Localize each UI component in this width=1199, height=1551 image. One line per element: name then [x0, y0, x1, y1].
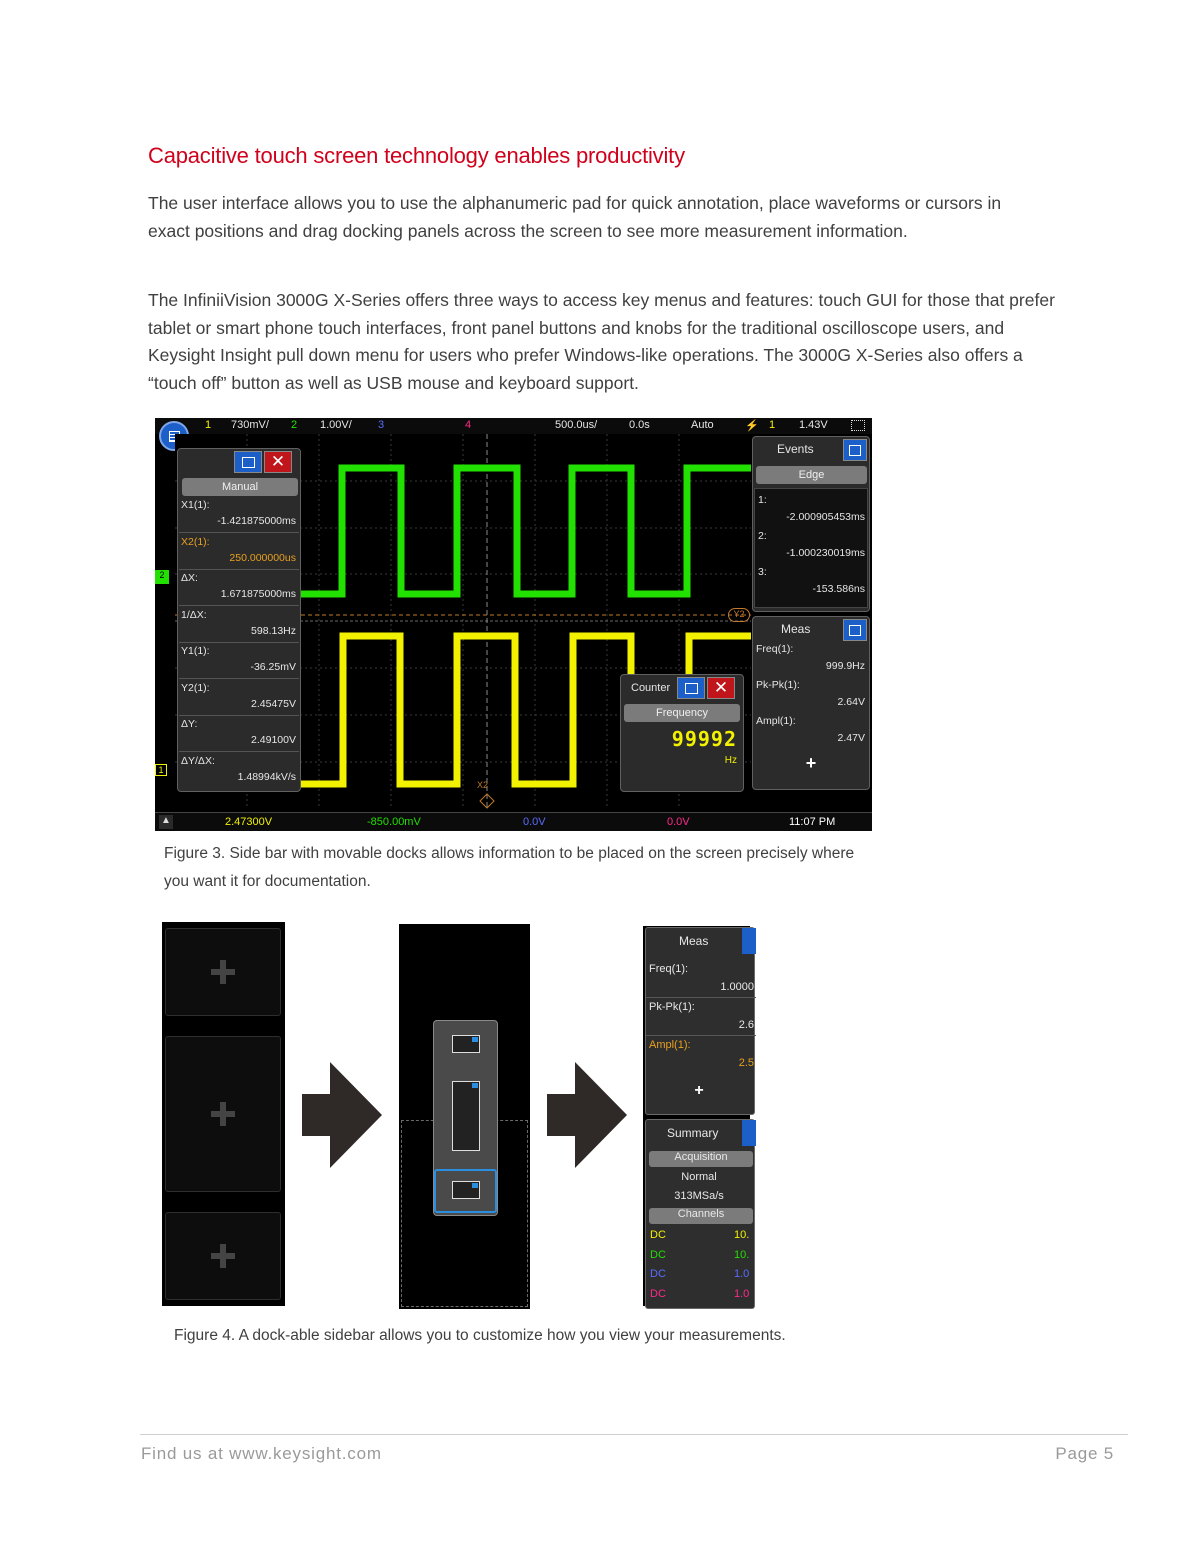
- events-menu-button[interactable]: [843, 439, 867, 461]
- counter-panel[interactable]: [620, 674, 744, 792]
- channel-coupling: DC: [650, 1268, 666, 1280]
- figure3-caption: Figure 3. Side bar with movable docks allows information to be placed on the screen precisely where you want it for documentation.: [164, 845, 855, 890]
- ch3-number: 3: [378, 419, 385, 431]
- summary-dock-menu-button[interactable]: [742, 1120, 756, 1146]
- plus-icon: [211, 960, 235, 984]
- empty-sidebar-panel: [162, 922, 285, 1306]
- meas-label: Freq(1):: [649, 963, 689, 975]
- meas-value: 999.9Hz: [825, 660, 865, 672]
- scope-bottom-status-bar: [155, 812, 872, 831]
- ch3-readout: 0.0V: [523, 816, 546, 828]
- summary-dock[interactable]: [645, 1119, 755, 1309]
- meas-dock-menu-button[interactable]: [742, 928, 756, 954]
- events-panel[interactable]: [752, 436, 870, 612]
- meas-label: Pk-Pk(1):: [756, 679, 800, 691]
- event-label: 1:: [758, 494, 767, 506]
- delay-value: 0.0s: [629, 419, 650, 431]
- ch1-number: 1: [205, 419, 212, 431]
- row-divider: [179, 678, 299, 679]
- meas-label: Pk-Pk(1):: [649, 1001, 695, 1013]
- oscilloscope-screenshot: [155, 418, 872, 831]
- arrow-right-icon: [302, 1062, 382, 1168]
- cursor-mode-button[interactable]: Manual: [182, 478, 298, 496]
- cursor-readout-value: -1.421875000ms: [217, 515, 296, 527]
- ch4-readout: 0.0V: [667, 816, 690, 828]
- acquisition-button[interactable]: Acquisition: [649, 1151, 753, 1167]
- meas-panel[interactable]: [752, 616, 870, 790]
- footer-website: Find us at www.keysight.com: [141, 1444, 382, 1463]
- channel-scale: 10.: [734, 1248, 750, 1261]
- cursor-readout-label: Y2(1):: [181, 681, 210, 694]
- counter-frequency-button[interactable]: Frequency: [624, 704, 740, 722]
- section-heading: Capacitive touch screen technology enables productivity: [148, 143, 685, 168]
- cursor-readout-label: X1(1):: [181, 499, 210, 511]
- channel-coupling: DC: [650, 1229, 666, 1241]
- trigger-level: 1.43V: [799, 419, 828, 431]
- dock-selection-panel: [399, 924, 530, 1309]
- cursor-readout-value: 250.000000us: [229, 551, 296, 564]
- event-value: -2.000905453ms: [786, 511, 865, 523]
- ch1-ground-marker[interactable]: 1: [155, 764, 167, 776]
- cursor-readout-value: 2.49100V: [251, 734, 296, 746]
- row-divider: [179, 532, 299, 533]
- event-value: -153.586ns: [812, 583, 865, 595]
- meas-title: Meas: [781, 622, 811, 636]
- timebase-scale: 500.0us/: [555, 419, 598, 431]
- trigger-edge-icon: ⚡: [745, 420, 759, 432]
- dock-indicator-icon: [472, 1037, 478, 1042]
- meas-value: 2.6: [738, 1019, 754, 1031]
- row-divider: [179, 715, 299, 716]
- meas-value: 2.5: [738, 1057, 754, 1069]
- cursors-panel[interactable]: [177, 448, 301, 792]
- channels-button[interactable]: Channels: [649, 1208, 753, 1224]
- cursors-close-button[interactable]: [264, 451, 292, 473]
- expand-arrow-icon[interactable]: ▲: [159, 815, 173, 829]
- row-divider: [179, 642, 299, 643]
- ch1-readout: 2.47300V: [225, 816, 273, 828]
- arrow-right-icon: [547, 1062, 627, 1168]
- marker-y2[interactable]: Y2: [728, 608, 750, 622]
- meas-label: Ampl(1):: [649, 1039, 691, 1051]
- counter-close-button[interactable]: [707, 677, 735, 699]
- fullscreen-icon[interactable]: [851, 420, 865, 431]
- menu-list-icon: [242, 457, 255, 468]
- plus-icon: [211, 1102, 235, 1126]
- meas-value: 2.64V: [837, 696, 865, 708]
- dock-indicator-icon: [472, 1183, 478, 1188]
- dock-option-box: [452, 1181, 480, 1199]
- plus-icon: [211, 1244, 235, 1268]
- meas-dock[interactable]: [645, 927, 755, 1115]
- counter-unit: Hz: [724, 755, 737, 766]
- empty-dock-slot[interactable]: [165, 1212, 281, 1300]
- menu-list-icon: [685, 683, 698, 694]
- add-measurement-button[interactable]: +: [805, 753, 817, 773]
- channel-scale: 1.0: [734, 1287, 750, 1300]
- page-number: Page 5: [1055, 1444, 1114, 1463]
- meas-value: 1.0000: [720, 981, 754, 993]
- close-icon: ✕: [270, 452, 286, 471]
- acquisition-mode: Normal: [681, 1171, 717, 1183]
- add-measurement-button[interactable]: +: [694, 1082, 704, 1099]
- row-divider: [179, 751, 299, 752]
- ch2-readout: -850.00mV: [367, 816, 421, 828]
- scope-top-status-bar: [155, 418, 872, 434]
- cursor-readout-value: 1.48994kV/s: [237, 770, 296, 783]
- cursor-readout-value: 598.13Hz: [251, 624, 296, 637]
- meas-label: Ampl(1):: [756, 715, 796, 727]
- clock-time: 11:07 PM: [789, 816, 836, 828]
- meas-dock-title: Meas: [679, 934, 709, 948]
- empty-dock-slot[interactable]: [165, 1036, 281, 1192]
- row-divider: [646, 997, 756, 998]
- cursor-readout-label: Y1(1):: [181, 645, 210, 657]
- cursor-readout-label: ΔX:: [181, 572, 198, 584]
- dock-picker[interactable]: [433, 1020, 498, 1216]
- marker-x2[interactable]: X2: [477, 780, 489, 790]
- empty-dock-slot[interactable]: [165, 928, 281, 1016]
- event-value: -1.000230019ms: [786, 547, 865, 559]
- dock-option-bottom-selected[interactable]: [434, 1169, 497, 1213]
- summary-dock-title: Summary: [667, 1126, 719, 1140]
- trigger-channel: 1: [769, 419, 776, 431]
- dock-option-top[interactable]: [452, 1035, 480, 1053]
- ch2-scale: 1.00V/: [320, 419, 352, 431]
- docked-sidebar-result: [643, 926, 754, 1306]
- meas-label: Freq(1):: [756, 643, 794, 655]
- footer-divider: [140, 1434, 1128, 1435]
- close-icon: ✕: [713, 678, 729, 697]
- dock-indicator-icon: [472, 1083, 478, 1088]
- row-divider: [646, 1035, 756, 1036]
- cursor-readout-value: -36.25mV: [250, 661, 296, 673]
- channel-coupling: DC: [650, 1248, 666, 1261]
- sample-rate: 313MSa/s: [674, 1190, 724, 1202]
- cursor-readout-label: X2(1):: [181, 535, 210, 548]
- trigger-mode: Auto: [691, 419, 714, 431]
- events-list: [754, 488, 868, 608]
- meas-value: 2.47V: [837, 732, 865, 744]
- ch4-number: 4: [465, 419, 472, 431]
- events-title: Events: [777, 442, 814, 456]
- meas-menu-button[interactable]: [843, 619, 867, 641]
- cursor-readout-value: 1.671875000ms: [220, 588, 296, 600]
- paragraph-intro: The user interface allows you to use the alphanumeric pad for quick annotation, place waveforms or cursors in exact positions and drag docking panels across the screen to see more measurement information.: [148, 193, 1002, 241]
- dock-option-middle[interactable]: [452, 1081, 480, 1151]
- events-edge-button[interactable]: Edge: [756, 466, 867, 484]
- counter-title: Counter: [631, 682, 671, 694]
- row-divider: [179, 605, 299, 606]
- cursor-readout-label: ΔY/ΔX:: [181, 754, 215, 767]
- row-divider: [179, 569, 299, 570]
- ch2-ground-marker[interactable]: 2: [155, 570, 169, 584]
- event-label: 3:: [758, 566, 767, 578]
- event-label: 2:: [758, 530, 767, 542]
- cursor-readout-label: 1/ΔX:: [181, 608, 207, 621]
- cursor-readout-value: 2.45475V: [251, 697, 296, 710]
- figure4-caption: Figure 4. A dock-able sidebar allows you to customize how you view your measurements.: [174, 1327, 786, 1344]
- ch2-number: 2: [291, 419, 298, 431]
- menu-list-icon: [849, 625, 861, 636]
- channel-scale: 10.: [734, 1229, 750, 1241]
- cursors-menu-button[interactable]: [234, 451, 262, 473]
- counter-menu-button[interactable]: [677, 677, 705, 699]
- counter-value: 99992: [671, 727, 737, 751]
- cursor-readout-label: ΔY:: [181, 718, 198, 730]
- channel-scale: 1.0: [734, 1268, 750, 1280]
- ch1-scale: 730mV/: [231, 419, 269, 431]
- menu-list-icon: [849, 445, 861, 456]
- channel-coupling: DC: [650, 1287, 666, 1300]
- paragraph-features: The InfiniiVision 3000G X-Series offers three ways to access key menus and features: touch GUI for those that prefer tablet or smart phone touch interfaces, front panel buttons and knobs for the traditional oscilloscope users, and Keysight Insight pull down menu for users who prefer Windows-like operations. The 3000G X-Series also offers a “touch off” button as well as USB mouse and keyboard support.: [148, 290, 1055, 393]
